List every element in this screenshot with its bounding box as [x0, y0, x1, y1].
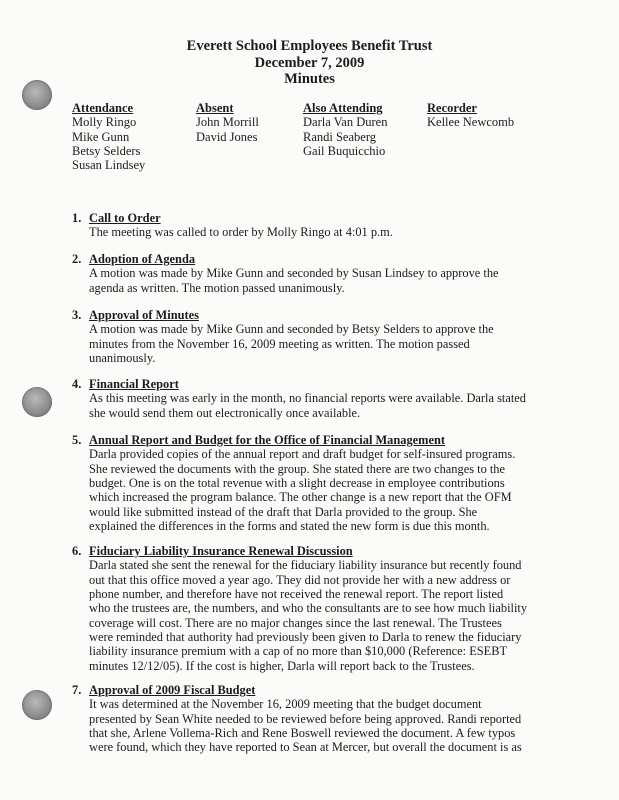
section-title: Adoption of Agenda	[89, 252, 196, 266]
section-line: out that this office moved a year ago. They did not provide her with a new address or	[89, 572, 511, 587]
section-line: were reminded that authority had previously been given to Darla to renew the fiduciary	[89, 630, 522, 645]
punch-hole-bottom	[22, 690, 52, 720]
attendee: Betsy Selders	[72, 143, 141, 158]
attendee: Susan Lindsey	[72, 158, 146, 173]
attendance-column	[72, 101, 145, 172]
section-line: that she, Arlene Vollema-Rich and Rene Boswell reviewed the document. A few typos	[89, 726, 516, 741]
section-title: Annual Report and Budget for the Office of Financial Management	[89, 433, 445, 447]
doc-type: Minutes	[284, 71, 335, 87]
section-line: The meeting was called to order by Molly Ringo at 4:01 p.m.	[89, 225, 393, 240]
punch-hole-middle	[22, 387, 52, 417]
section-line: minutes from the November 16, 2009 meeting as written. The motion passed	[89, 336, 470, 351]
section-title: Financial Report	[89, 377, 179, 391]
section-line: liability insurance premium with a cap of no more than $10,000 (Reference: ESEBT	[89, 644, 508, 659]
recorder-name: Kellee Newcomb	[427, 115, 515, 130]
section-line: She reviewed the documents with the group. She stated there are two changes to the	[89, 461, 505, 476]
section-line: A motion was made by Mike Gunn and seconded by Susan Lindsey to approve the	[89, 266, 499, 281]
also-attending-name: Darla Van Duren	[303, 115, 388, 130]
section-fiscal-budget	[72, 683, 552, 755]
recorder-heading: Recorder	[427, 101, 477, 115]
section-annual-report-budget	[72, 433, 552, 533]
also-attending-name: Gail Buquicchio	[303, 143, 386, 158]
section-title: Approval of Minutes	[89, 308, 199, 322]
recorder-column	[427, 101, 514, 130]
section-number: 2.	[72, 252, 82, 266]
document-header	[0, 38, 619, 88]
attendee: Mike Gunn	[72, 129, 130, 144]
section-call-to-order	[72, 211, 552, 240]
section-line: budget. One is on the total revenue with a slight decrease in employee contributions	[89, 476, 505, 491]
section-number: 5.	[72, 433, 82, 447]
meeting-date: December 7, 2009	[254, 54, 365, 71]
section-title: Fiduciary Liability Insurance Renewal Discussion	[89, 544, 353, 558]
section-line: presented by Sean White needed to be reviewed before being approved. Randi reported	[89, 711, 522, 726]
section-line: she would send them out electronically once available.	[89, 405, 361, 420]
section-fiduciary-liability	[72, 544, 552, 673]
section-number: 7.	[72, 683, 82, 697]
section-line: minutes 12/12/05). If the cost is higher, Darla will report back to the Trustees.	[89, 658, 475, 673]
section-financial-report	[72, 377, 552, 420]
section-line: Darla stated she sent the renewal for the fiduciary liability insurance but recently found	[89, 558, 522, 573]
attendance-heading: Attendance	[72, 101, 134, 115]
section-line: phone number, and therefore have not received the renewal report. The report listed	[89, 587, 504, 602]
org-title: Everett School Employees Benefit Trust	[186, 38, 433, 54]
section-line: unanimously.	[89, 351, 156, 366]
section-line: would like submitted instead of the draft that Darla provided to the group. She	[89, 504, 478, 519]
section-adoption-of-agenda	[72, 252, 552, 295]
also-attending-heading: Also Attending	[303, 101, 383, 115]
section-line: explained the differences in the forms and stated the new form is due this month.	[89, 519, 490, 534]
section-line: agenda as written. The motion passed unanimously.	[89, 280, 345, 295]
section-approval-of-minutes	[72, 308, 552, 365]
also-attending-name: Randi Seaberg	[303, 129, 377, 144]
absent-name: John Morrill	[196, 115, 259, 130]
attendee: Molly Ringo	[72, 115, 137, 130]
section-line: It was determined at the November 16, 2009 meeting that the budget document	[89, 697, 482, 712]
section-line: A motion was made by Mike Gunn and seconded by Betsy Selders to approve the	[89, 322, 494, 337]
section-number: 3.	[72, 308, 82, 322]
also-attending-column	[303, 101, 387, 158]
section-line: Darla provided copies of the annual report and draft budget for self-insured programs.	[89, 447, 516, 462]
section-line: who the trustees are, the numbers, and who the consultants are to see how much liability	[89, 601, 528, 616]
absent-heading: Absent	[196, 101, 234, 115]
section-title: Call to Order	[89, 211, 161, 225]
section-line: coverage will cost. There are no major changes since the last renewal. The Trustees	[89, 615, 502, 630]
section-line: were found, which they have reported to Sean at Mercer, but overall the document is as	[89, 740, 522, 755]
section-line: As this meeting was early in the month, no financial reports were available. Darla stated	[89, 391, 526, 406]
absent-name: David Jones	[196, 129, 258, 144]
absent-column	[196, 101, 259, 144]
section-number: 4.	[72, 377, 82, 391]
section-line: which increased the program balance. The other change is a new report that the OFM	[89, 490, 512, 505]
section-title: Approval of 2009 Fiscal Budget	[89, 683, 256, 697]
section-number: 6.	[72, 544, 82, 558]
section-number: 1.	[72, 211, 82, 225]
